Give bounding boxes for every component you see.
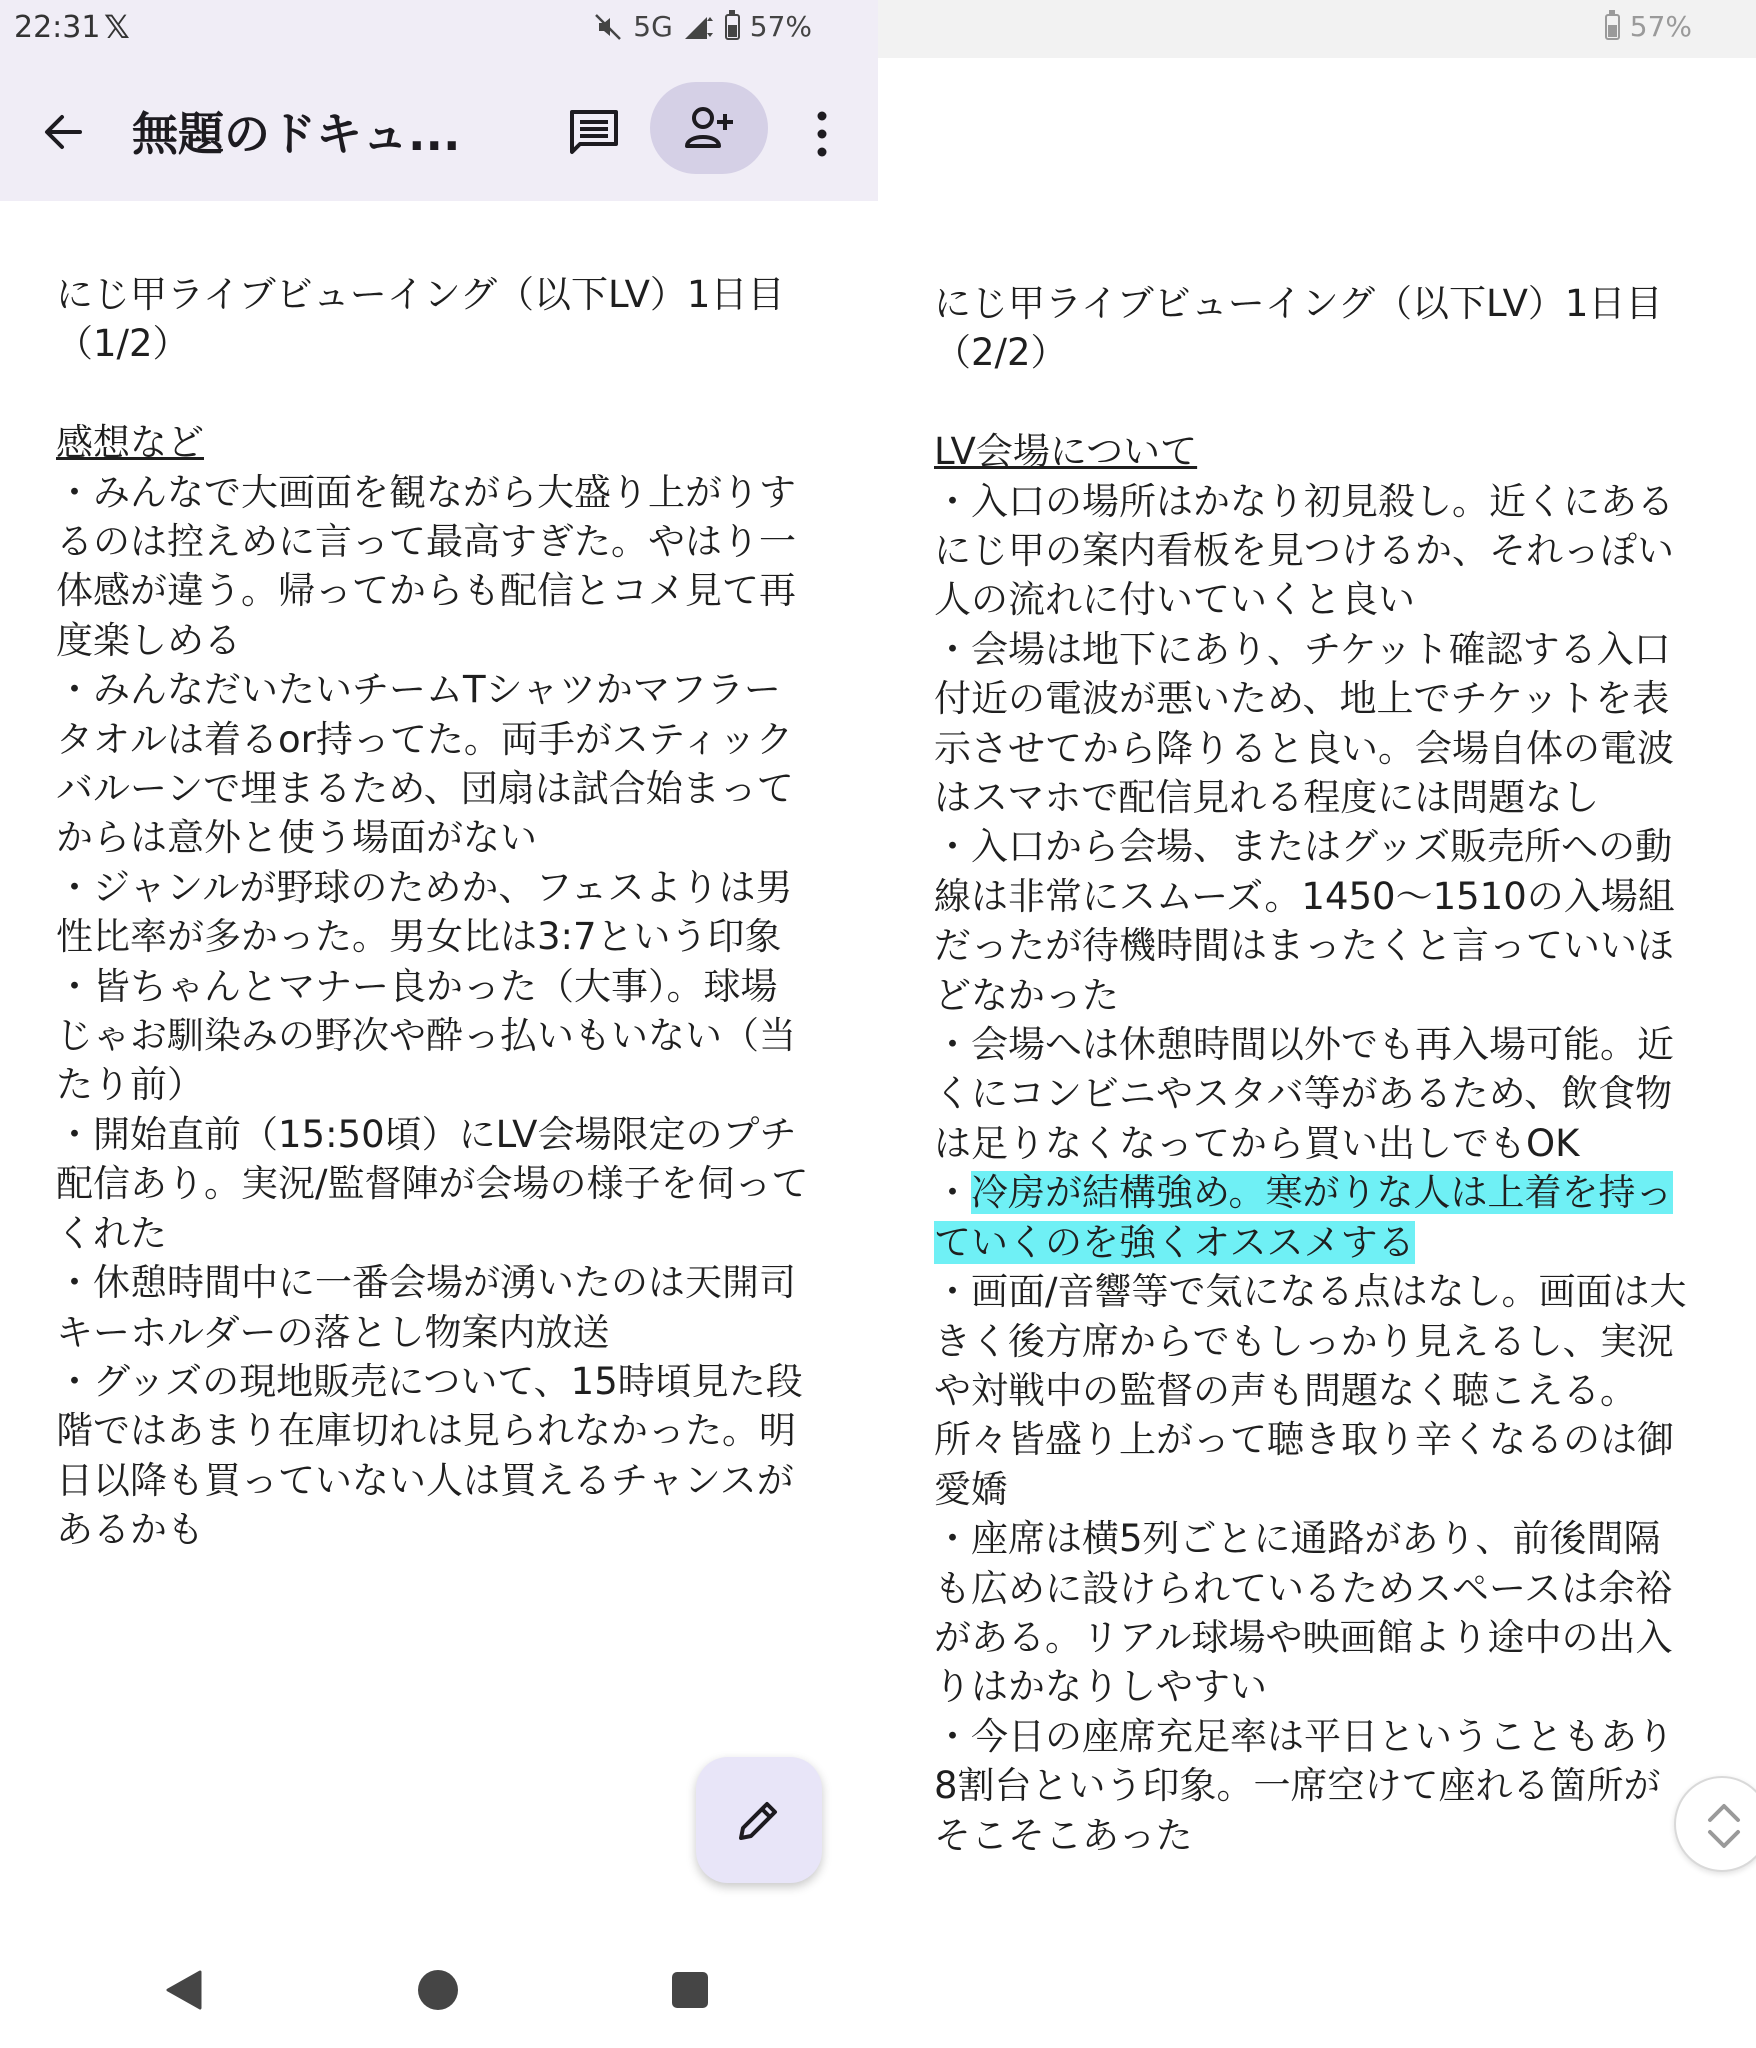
more-vert-icon — [804, 104, 840, 164]
nav-recents-icon[interactable] — [672, 1972, 708, 2008]
blank-line — [934, 378, 1724, 427]
text-line: 線は非常にスムーズ。1450〜1510の入場組 — [934, 874, 1675, 918]
right-screenshot — [878, 0, 1756, 2048]
text-line: 人の流れに付いていくと良い — [934, 578, 1415, 622]
doc-title-part: （2/2） — [934, 331, 1068, 375]
text-line: バルーンで埋まるため、団扇は試合始まって — [56, 767, 794, 811]
doc-title-line: にじ甲ライブビューイング（以下LV）1日目 — [56, 273, 785, 316]
text-line: くれた — [56, 1211, 167, 1255]
signal-icon — [683, 13, 715, 41]
battery-percent: 57% — [749, 10, 812, 43]
app-bar — [0, 58, 878, 201]
text-line: ・会場は地下にあり、チケット確認する入口 — [934, 627, 1671, 671]
text-line: キーホルダーの落とし物案内放送 — [56, 1310, 610, 1354]
text-line: や対戦中の監督の声も問題なく聴こえる。 — [934, 1368, 1637, 1412]
document-body[interactable] — [56, 270, 816, 1555]
blank-line — [56, 369, 816, 418]
comment-icon — [562, 100, 626, 164]
status-bar — [0, 0, 878, 58]
text-line: 付近の電波が悪いため、地上でチケットを表 — [934, 677, 1670, 721]
text-line: ・会場へは休憩時間以外でも再入場可能。近 — [934, 1023, 1674, 1067]
body-text — [934, 477, 1724, 1169]
text-line: はスマホで配信見れる程度には問題なし — [934, 776, 1600, 820]
text-line: あるかも — [56, 1508, 204, 1552]
navigation-bar — [0, 1930, 878, 2048]
highlighted-line — [934, 1168, 1724, 1217]
text-line: 階ではあまり在庫切れは見られなかった。明 — [56, 1409, 796, 1453]
text-line: ・ジャンルが野球のためか、フェスよりは男 — [56, 865, 793, 909]
text-line: 所々皆盛り上がって聴き取り辛くなるのは御 — [934, 1418, 1674, 1462]
nav-home-icon[interactable] — [418, 1970, 458, 2010]
comment-button[interactable] — [562, 100, 626, 164]
text-line: くにコンビニやスタバ等があるため、飲食物 — [934, 1072, 1673, 1116]
x-logo-icon: 𝕏 — [104, 8, 130, 46]
text-line: たり前） — [56, 1063, 204, 1107]
battery-percent: 57% — [1629, 10, 1692, 43]
document-title[interactable]: 無題のドキュ... — [132, 107, 461, 161]
status-indicators — [1605, 10, 1692, 43]
text-line: じゃお馴染みの野次や酔っ払いもいない（当 — [56, 1014, 796, 1058]
text-line: ・開始直前（15:50頃）にLV会場限定のプチ — [56, 1112, 797, 1156]
text-line: だったが待機時間はまったくと言っていいほ — [934, 924, 1674, 968]
back-button[interactable] — [34, 102, 94, 162]
text-line: も広めに設けられているためスペースは余裕 — [934, 1566, 1673, 1610]
doc-title-part: （1/2） — [56, 322, 190, 366]
highlighted-text: 冷房が結構強め。寒がりな人は上着を持っ — [971, 1171, 1673, 1215]
text-line: タオルは着るor持ってた。両手がスティック — [56, 717, 794, 761]
text-line: ・入口の場所はかなり初見殺し。近くにある — [934, 479, 1674, 523]
text-line: 体感が違う。帰ってからも配信とコメ見て再 — [56, 569, 796, 613]
text-line: 度楽しめる — [56, 618, 241, 662]
document-body[interactable] — [934, 279, 1724, 1860]
text-line: 性比率が多かった。男女比は3:7という印象 — [56, 915, 782, 959]
text-line: は足りなくなってから買い出しでもOK — [934, 1121, 1580, 1165]
text-line: きく後方席からでもしっかり見えるし、実況 — [934, 1319, 1674, 1363]
section-heading: 感想など — [56, 421, 204, 465]
text-line: 日以降も買っていない人は買えるチャンスが — [56, 1458, 794, 1502]
nav-back-icon[interactable] — [164, 1968, 204, 2012]
text-line: ・画面/音響等で気になる点はなし。画面は大 — [934, 1270, 1687, 1314]
more-options-button[interactable] — [804, 104, 840, 164]
text-line: ・今日の座席充足率は平日ということもあり — [934, 1714, 1674, 1758]
toolbar-area — [878, 58, 1756, 201]
battery-icon — [725, 14, 740, 40]
text-line: 8割台という印象。一席空けて座れる箇所が — [934, 1764, 1661, 1808]
person-add-icon — [681, 100, 737, 156]
status-bar — [878, 0, 1756, 58]
bullet: ・ — [934, 1171, 971, 1215]
pencil-icon — [729, 1790, 789, 1850]
text-line: ・みんなで大画面を観ながら大盛り上がりす — [56, 470, 796, 514]
section-heading: LV会場について — [934, 430, 1198, 474]
text-line: 愛嬌 — [934, 1467, 1008, 1511]
highlighted-line — [934, 1218, 1724, 1267]
body-text — [934, 1267, 1724, 1860]
text-line: りはかなりしやすい — [934, 1665, 1267, 1709]
text-line: ・みんなだいたいチームTシャツかマフラー — [56, 668, 781, 712]
text-line: ・休憩時間中に一番会場が湧いたのは天開司 — [56, 1261, 796, 1305]
battery-icon — [1605, 14, 1620, 40]
text-line: どなかった — [934, 973, 1119, 1017]
edit-fab-button[interactable] — [696, 1757, 822, 1883]
text-line: ・皆ちゃんとマナー良かった（大事）。球場 — [56, 964, 778, 1008]
body-text — [56, 468, 816, 1555]
text-line: ・座席は横5列ごとに通路があり、前後間隔 — [934, 1517, 1661, 1561]
highlighted-text: ていくのを強くオススメする — [934, 1220, 1415, 1264]
status-time: 22:31 — [14, 10, 101, 45]
text-line: るのは控えめに言って最高すぎた。やはり一 — [56, 520, 796, 564]
doc-title-line: にじ甲ライブビューイング（以下LV）1日目 — [934, 282, 1663, 325]
text-line: がある。リアル球場や映画館より途中の出入 — [934, 1615, 1673, 1659]
share-button[interactable] — [650, 82, 768, 174]
status-indicators — [593, 10, 812, 43]
scroll-up-down-icon — [1702, 1800, 1746, 1852]
text-line: 配信あり。実況/監督陣が会場の様子を伺って — [56, 1162, 809, 1206]
text-line: からは意外と使う場面がない — [56, 816, 537, 860]
text-line: にじ甲の案内看板を見つけるか、それっぽい — [934, 529, 1674, 573]
back-arrow-icon — [34, 102, 94, 162]
mute-icon — [593, 12, 623, 42]
text-line: ・入口から会場、またはグッズ販売所への動 — [934, 825, 1673, 869]
network-type: 5G — [633, 10, 673, 43]
text-line: そこそこあった — [934, 1813, 1193, 1857]
text-line: ・グッズの現地販売について、15時頃見た段 — [56, 1359, 803, 1403]
text-line: 示させてから降りると良い。会場自体の電波 — [934, 726, 1674, 770]
